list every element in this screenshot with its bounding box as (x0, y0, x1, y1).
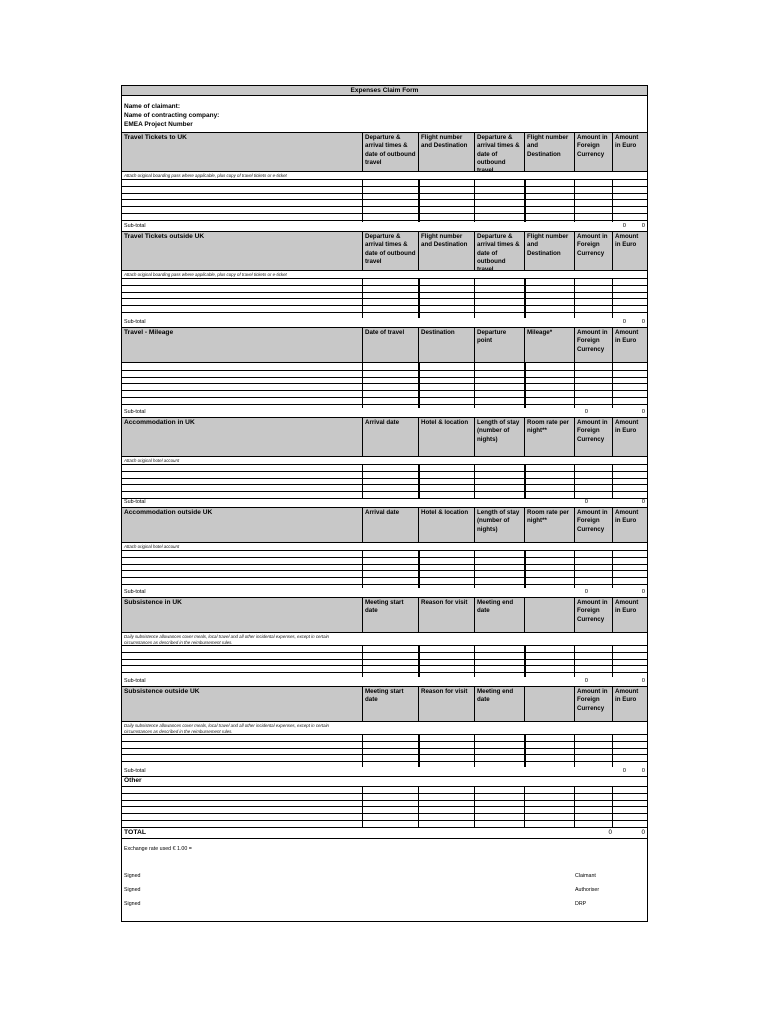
entry-row-line (122, 491, 647, 492)
section-note: Attach original boarding pass where applicable, plus copy of travel tickets or e-ticket (124, 272, 287, 277)
column-line (418, 278, 420, 318)
entry-row-line (122, 206, 647, 207)
section-header (122, 231, 647, 274)
column-line (574, 550, 575, 588)
column-header (524, 598, 574, 632)
column-line (574, 645, 575, 677)
column-line (362, 734, 363, 767)
column-line (474, 363, 475, 408)
section-header (122, 417, 647, 457)
section-note: Attach original boarding pass where applicable, plus copy of travel tickets or e-ticket (124, 173, 287, 178)
entry-row-line (122, 761, 647, 762)
column-line (474, 179, 475, 222)
column-line (418, 179, 420, 222)
entry-row-line (122, 484, 647, 485)
row-line (122, 278, 647, 279)
column-line (524, 550, 526, 588)
other-row-line (122, 793, 647, 794)
entry-row-line (122, 383, 647, 384)
column-line (474, 734, 475, 767)
form-title: Expenses Claim Form (122, 86, 647, 96)
column-header: Reason for visit (418, 687, 474, 721)
signer-role: DRP (575, 901, 587, 907)
column-header: Meeting start date (362, 687, 418, 721)
column-line (524, 464, 526, 498)
subtotal-value: 0 (641, 678, 645, 684)
other-top-line (122, 776, 647, 777)
subtotal-value: 0 (622, 768, 626, 774)
entry-row-line (122, 754, 647, 755)
entry-row-line (122, 659, 647, 660)
section-title: Subsistence in UK (124, 599, 182, 606)
column-header: Arrival date (362, 418, 418, 456)
section-header (122, 686, 647, 722)
entry-row-line (122, 213, 647, 214)
row-line (122, 179, 647, 180)
row-line (122, 550, 647, 551)
column-line (362, 464, 363, 498)
exchange-rate-label: Exchange rate used € 1.00 = (124, 846, 192, 852)
expense-section (122, 231, 647, 327)
subtotal-value: 0 (584, 499, 588, 505)
entry-row-line (122, 370, 647, 371)
entry-row-line (122, 193, 647, 194)
section-note: Attach original hotel account (124, 458, 180, 463)
entry-row-line (122, 564, 647, 565)
column-header: Amount in Foreign Currency (574, 418, 612, 456)
column-header: Room rate per night** (524, 418, 574, 456)
subtotal-value: 0 (584, 409, 588, 415)
other-row-line (122, 800, 647, 801)
column-line (474, 786, 475, 827)
entry-row-line (122, 377, 647, 378)
subtotal-value: 0 (641, 223, 645, 229)
column-line (474, 278, 475, 318)
column-header: Length of stay (number of nights) (474, 508, 524, 542)
other-row-line (122, 806, 647, 807)
column-line (574, 786, 575, 827)
expenses-claim-form (121, 85, 648, 922)
entry-row-line (122, 748, 647, 749)
column-line (612, 363, 613, 408)
column-line (474, 550, 475, 588)
column-header: Amount in Euro (612, 418, 647, 456)
column-line (612, 179, 613, 222)
subtotal-label: Sub-total (124, 319, 146, 325)
column-header: Amount in Foreign Currency (574, 133, 612, 171)
signed-label: Signed (124, 873, 141, 879)
section-title: Subsistence outside UK (124, 688, 200, 695)
entry-row-line (122, 285, 647, 286)
entry-row-line (122, 404, 647, 405)
column-line (418, 645, 420, 677)
subtotal-value: 0 (622, 319, 626, 325)
subtotal-label: Sub-total (124, 499, 146, 505)
column-header: Departure & arrival times & date of outbound travel (362, 133, 418, 171)
column-header: Room rate per night** (524, 508, 574, 542)
column-header: Departure & arrival times & date of outbound travel (362, 232, 418, 270)
column-line (612, 734, 613, 767)
column-header: Flight number and Destination (524, 133, 574, 171)
column-header: Meeting end date (474, 598, 524, 632)
column-line (524, 179, 526, 222)
column-header: Amount in Foreign Currency (574, 598, 612, 632)
section-note: Daily subsistence allowances cover meals, local travel and all other incidental expenses, except in certain circumstances as described in the reimbursement rules. (124, 723, 330, 734)
subtotal-value: 0 (584, 589, 588, 595)
column-header: Departure & arrival times & date of outbound travel (474, 232, 524, 270)
signed-label: Signed (124, 887, 141, 893)
entry-row-line (122, 220, 647, 221)
entry-row-line (122, 199, 647, 200)
entry-row-line (122, 305, 647, 306)
entry-row-line (122, 298, 647, 299)
column-header: Departure & arrival times & date of outbound travel (474, 133, 524, 171)
column-header: Amount in Euro (612, 133, 647, 171)
claimant-info (124, 102, 219, 129)
column-line (362, 179, 363, 222)
column-header: Length of stay (number of nights) (474, 418, 524, 456)
entry-row-line (122, 570, 647, 571)
column-line (612, 464, 613, 498)
column-header: Departure point (474, 328, 524, 362)
subtotal-value: 0 (641, 768, 645, 774)
section-header (122, 132, 647, 175)
section-header (122, 507, 647, 543)
expense-section (122, 417, 647, 507)
section-header (122, 327, 647, 363)
expense-section (122, 597, 647, 686)
column-line (362, 363, 363, 408)
column-line (418, 363, 420, 408)
entry-row-line (122, 672, 647, 673)
expense-section (122, 132, 647, 231)
column-header: Reason for visit (418, 598, 474, 632)
subtotal-value: 0 (641, 589, 645, 595)
column-line (362, 550, 363, 588)
column-header (524, 687, 574, 721)
column-line (612, 645, 613, 677)
subtotal-label: Sub-total (124, 768, 146, 774)
column-line (574, 734, 575, 767)
section-title: Travel Tickets to UK (124, 134, 187, 141)
total-foreign-value: 0 (608, 829, 612, 836)
section-title: Accommodation outside UK (124, 509, 213, 516)
total-label: TOTAL (124, 829, 147, 836)
signer-role: Claimant (575, 873, 596, 879)
column-header: Amount in Euro (612, 232, 647, 270)
other-row-line (122, 820, 647, 821)
column-line (574, 363, 575, 408)
section-title: Travel Tickets outside UK (124, 233, 205, 240)
column-header: Date of travel (362, 328, 418, 362)
column-header: Hotel & location (418, 508, 474, 542)
column-line (524, 278, 526, 318)
column-header: Amount in Foreign Currency (574, 687, 612, 721)
entry-row-line (122, 557, 647, 558)
column-header: Flight number and Destination (418, 232, 474, 270)
subtotal-value: 0 (641, 319, 645, 325)
other-row-line (122, 813, 647, 814)
entry-row-line (122, 577, 647, 578)
subtotal-value: 0 (641, 499, 645, 505)
column-line (362, 278, 363, 318)
signer-role: Authoriser (575, 887, 600, 893)
column-line (524, 645, 526, 677)
column-header: Amount in Foreign Currency (574, 232, 612, 270)
entry-row-line (122, 584, 647, 585)
column-line (612, 550, 613, 588)
column-line (574, 179, 575, 222)
subtotal-value: 0 (584, 678, 588, 684)
column-header: Flight number and Destination (524, 232, 574, 270)
entry-row-line (122, 652, 647, 653)
column-line (362, 786, 363, 827)
section-header (122, 597, 647, 633)
total-bottom-line (122, 838, 647, 839)
column-line (612, 786, 613, 827)
column-header: Meeting end date (474, 687, 524, 721)
subtotal-label: Sub-total (124, 589, 146, 595)
row-line (122, 645, 647, 646)
expense-section (122, 686, 647, 776)
entry-row-line (122, 312, 647, 313)
section-title: Travel - Mileage (124, 329, 174, 336)
column-header: Flight number and Destination (418, 133, 474, 171)
column-line (574, 464, 575, 498)
other-row-line (122, 786, 647, 787)
column-header: Meeting start date (362, 598, 418, 632)
column-header: Amount in Euro (612, 508, 647, 542)
column-line (612, 278, 613, 318)
entry-row-line (122, 390, 647, 391)
subtotal-value: 0 (641, 409, 645, 415)
column-header: Hotel & location (418, 418, 474, 456)
signed-label: Signed (124, 901, 141, 907)
other-row-line (122, 827, 647, 828)
entry-row-line (122, 665, 647, 666)
entry-row-line (122, 397, 647, 398)
section-note: Daily subsistence allowances cover meals, local travel and all other incidental expenses, except in certain circumstances as described in the reimbursement rules. (124, 634, 330, 645)
entry-row-line (122, 186, 647, 187)
row-line (122, 734, 647, 735)
section-note: Attach original hotel account (124, 544, 180, 549)
column-header: Mileage* (524, 328, 574, 362)
total-euro-value: 0 (641, 829, 645, 836)
column-header: Amount in Euro (612, 328, 647, 362)
entry-row-line (122, 478, 647, 479)
column-header: Amount in Foreign Currency (574, 328, 612, 362)
subtotal-label: Sub-total (124, 223, 146, 229)
entry-row-line (122, 471, 647, 472)
column-line (574, 278, 575, 318)
column-header: Destination (418, 328, 474, 362)
project-number-label: EMEA Project Number (124, 121, 193, 128)
name-of-company-label: Name of contracting company: (124, 112, 220, 119)
expense-section (122, 507, 647, 597)
column-line (418, 550, 420, 588)
column-line (474, 645, 475, 677)
entry-row-line (122, 741, 647, 742)
entry-row-line (122, 292, 647, 293)
subtotal-label: Sub-total (124, 409, 146, 415)
row-line (122, 464, 647, 465)
section-title: Accommodation in UK (124, 419, 195, 426)
column-line (362, 645, 363, 677)
column-line (418, 464, 420, 498)
column-line (524, 786, 525, 827)
subtotal-value: 0 (622, 223, 626, 229)
column-header: Amount in Euro (612, 687, 647, 721)
column-line (418, 734, 420, 767)
other-title: Other (124, 777, 142, 784)
column-line (524, 734, 526, 767)
name-of-claimant-label: Name of claimant: (124, 103, 180, 110)
column-header: Arrival date (362, 508, 418, 542)
column-header: Amount in Foreign Currency (574, 508, 612, 542)
column-line (524, 363, 526, 408)
subtotal-label: Sub-total (124, 678, 146, 684)
column-line (418, 786, 419, 827)
column-line (474, 464, 475, 498)
column-header: Amount in Euro (612, 598, 647, 632)
expense-section (122, 327, 647, 417)
